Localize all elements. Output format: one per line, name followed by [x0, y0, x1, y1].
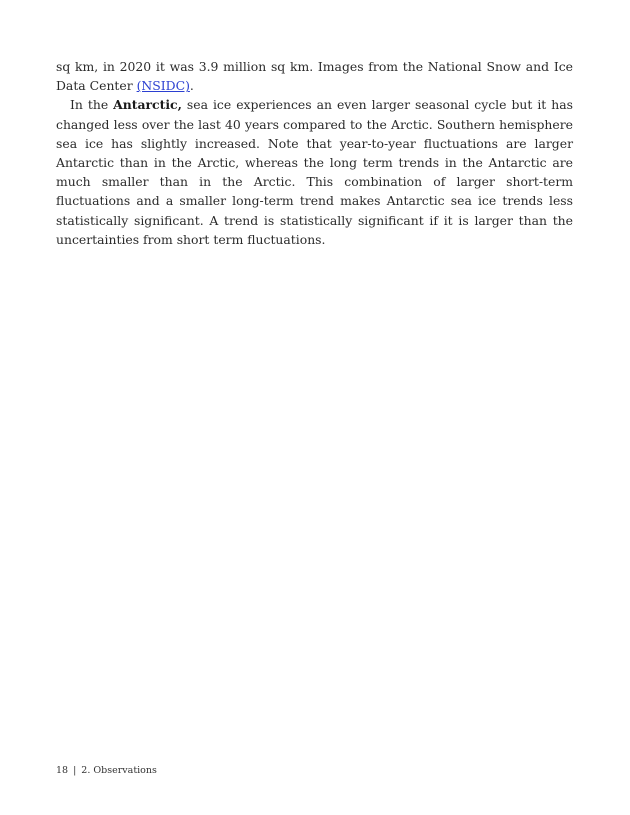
paragraph-continuation [56, 57, 573, 95]
footer-separator: | [73, 765, 77, 776]
paragraph-intro: In the [70, 97, 114, 113]
paragraph-end: . [189, 78, 194, 94]
section-title: 2. Observations [81, 765, 157, 776]
paragraph-text: sea ice experiences an even larger seasonal cycle but it has changed less over the last 40 years compared to the Arctic. Southern hemisphere sea ice has slightly increased. Note that year-to-year fluctuations are larger Antarctic than in the Arctic, whereas the long term trends in the Antarctic are much smaller than in the Arctic. This combination of larger short-term fluctuations and a smaller long-term trend makes Antarctic sea ice trends less statistically significant. A trend is statistically significant if it is larger than the uncertainties from short term fluctuations. [56, 97, 573, 247]
bold-term-antarctic: Antarctic, [113, 97, 182, 113]
page-number: 18 [56, 765, 69, 776]
nsidc-link[interactable]: (NSIDC) [136, 78, 190, 94]
page-body [56, 57, 573, 249]
page-footer [56, 765, 157, 776]
paragraph-antarctic [56, 95, 573, 249]
paragraph-text: sq km, in 2020 it was 3.9 million sq km. Images from the National Snow and Ice Data Center [56, 59, 573, 94]
